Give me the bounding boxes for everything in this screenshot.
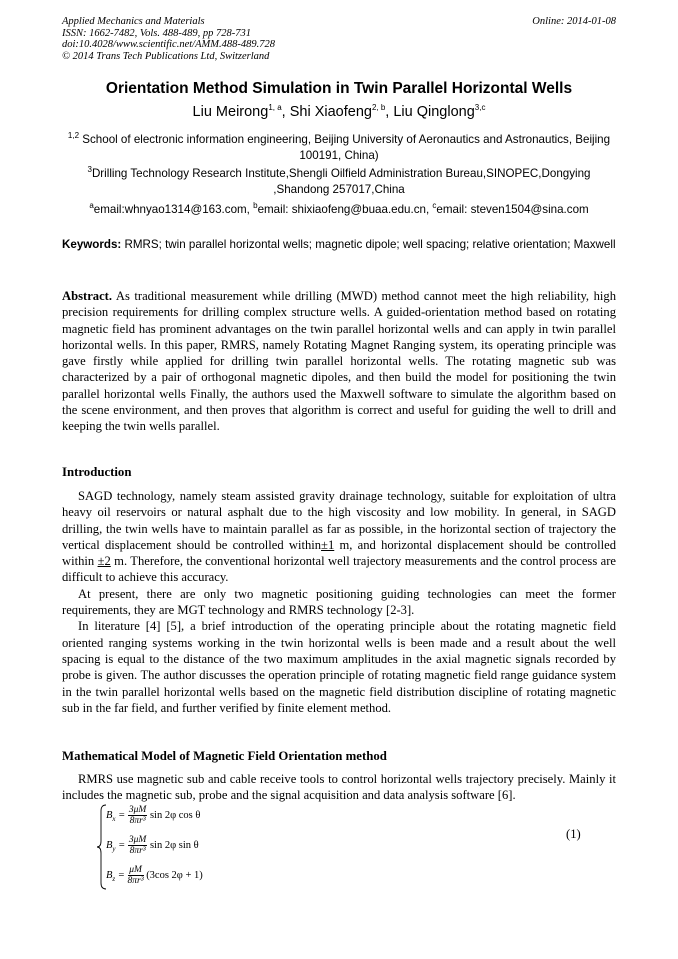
abstract bbox=[62, 288, 616, 435]
math-model-body bbox=[62, 771, 616, 804]
journal-name: Applied Mechanics and Materials bbox=[62, 16, 205, 27]
keywords-label: Keywords: bbox=[62, 238, 122, 251]
affiliation-text: School of electronic information engineering, Beijing University of Aeronautics and Astronautics, Beijing 100191, China) bbox=[82, 133, 611, 162]
doi-line[interactable]: doi:10.4028/www.scientific.net/AMM.488-489.728 bbox=[62, 39, 275, 50]
author-name: Shi Xiaofeng bbox=[289, 104, 372, 120]
introduction-body bbox=[62, 488, 616, 716]
equation-number: (1) bbox=[566, 827, 581, 841]
email-sup: b bbox=[253, 201, 258, 211]
affiliation-sup: 3 bbox=[87, 165, 92, 175]
affiliation-2 bbox=[62, 166, 616, 198]
equation-1 bbox=[96, 803, 276, 893]
copyright-line: © 2014 Trans Tech Publications Ltd, Switzerland bbox=[62, 50, 270, 62]
email-link[interactable]: email: shixiaofeng@buaa.edu.cn, bbox=[257, 203, 433, 216]
equation-by: $B_y$ = $\frac{3\mu M}{\text{8πr³}}$ sin 2φ sin θ bbox=[106, 835, 199, 856]
email-sup: a bbox=[89, 201, 94, 211]
affiliation-text: Drilling Technology Research Institute,Shengli Oilfield Administration Bureau,SINOPEC,Dongying ,Shandong 257017,China bbox=[91, 167, 591, 196]
equation-bz: $B_z$ = $\frac{\mu M}{\text{8πr³}}$ (3cos 2φ + 1) bbox=[106, 865, 203, 886]
author-sup: 3,c bbox=[474, 103, 486, 113]
paper-title: Orientation Method Simulation in Twin Parallel Horizontal Wells bbox=[105, 80, 573, 97]
plus-minus-value: ±2 bbox=[97, 554, 111, 569]
email-link[interactable]: email: steven1504@sina.com bbox=[436, 203, 589, 216]
introduction-heading: Introduction bbox=[62, 465, 132, 479]
author-sup: 1, a bbox=[268, 103, 282, 113]
paragraph: RMRS use magnetic sub and cable receive tools to control horizontal wells trajectory precisely. Mainly it includes the magnetic sub, probe and the signal acquisition and data analysis software [6]. bbox=[62, 772, 616, 803]
affiliation-1 bbox=[62, 132, 616, 164]
abstract-label: Abstract. bbox=[62, 289, 113, 303]
paragraph bbox=[62, 488, 616, 586]
author-sup: 2, b bbox=[371, 103, 386, 113]
author-name: Liu Meirong bbox=[192, 104, 269, 120]
affiliation-sup: 1,2 bbox=[67, 131, 80, 141]
paragraph-text: SAGD technology, namely steam assisted gravity drainage technology, suitable for exploitation of ultra heavy oil reservoirs or natural asphalt due to the high viscosity and low mobility. In general, in SAGD drilling, the twin wells have to maintain parallel as far as possible, in the horizontal section of trajectory the vertical displacement should be controlled within bbox=[62, 489, 616, 552]
online-date: Online: 2014-01-08 bbox=[532, 16, 616, 27]
paragraph: In literature [4] [5], a brief introduction of the operating principle about the rotating magnetic field oriented ranging systems working in the twin horizontal wells is been made and a result about the well spacing is equal to the distance of the two maximum amplitudes in the axial magnetic signals recorded by probe is given. The author discusses the operation principle of rotating magnetic field range guidance system in the twin parallel horizontal wells based on the magnetic field distribution discipline of rotating magnetic sub in the far field, and further verified by finite element method. bbox=[62, 619, 616, 715]
author-name: Liu Qinglong bbox=[393, 104, 475, 120]
paragraph-text: m, and horizontal displacement should be controlled within bbox=[62, 537, 616, 569]
email-link[interactable]: email:whnyao1314@163.com, bbox=[93, 203, 254, 216]
email-sup: c bbox=[432, 201, 437, 211]
issn-line: ISSN: 1662-7482, Vols. 488-489, pp 728-731 bbox=[62, 27, 251, 39]
email-line bbox=[62, 202, 616, 218]
keywords bbox=[62, 237, 616, 252]
paragraph: At present, there are only two magnetic positioning guiding technologies can meet the former requirements, they are MGT technology and RMRS technology [2-3]. bbox=[62, 586, 616, 618]
abstract-text: As traditional measurement while drilling (MWD) method cannot meet the high reliability, high precision requirements for drilling complex structure wells. A guided-orientation method based on rotating magnetic field has prominent advantages on the twin parallel horizontal wells and can apply in twin parallel horizontal wells. In this paper, RMRS, namely Rotating Magnet Ranging system, its operating principle was gave firstly while applied for drilling twin parallel horizontal wells. The rotating magnetic sub was characterized by a pair of orthogonal magnetic dipoles, and then build the model for positioning the twin parallel horizontal wells Finally, the authors used the Maxwell software to simulate the algorithm based on the scene environment, and then proves that algorithm is correct and useful for guiding the well to drill and keeping the twin wells parallel. bbox=[62, 289, 616, 434]
keywords-text: RMRS; twin parallel horizontal wells; magnetic dipole; well spacing; relative orientation; Maxwell bbox=[121, 238, 616, 251]
math-model-heading: Mathematical Model of Magnetic Field Orientation method bbox=[62, 749, 387, 763]
author-list: Liu Meirong$^{1, a}$, Shi Xiaofeng$^{2, b}$, Liu Qinglong$^{3,c}$ bbox=[192, 103, 486, 120]
paragraph-text: m. Therefore, the conventional horizontal well trajectory measurements and the control process are difficult to achieve this accuracy. bbox=[62, 554, 616, 585]
plus-minus-value: ±1 bbox=[321, 537, 335, 552]
journal-header bbox=[62, 16, 275, 62]
equation-bx: $B_x$ = $\frac{3\mu M}{\text{8πr³}}$ sin 2φ cos θ bbox=[106, 805, 201, 826]
